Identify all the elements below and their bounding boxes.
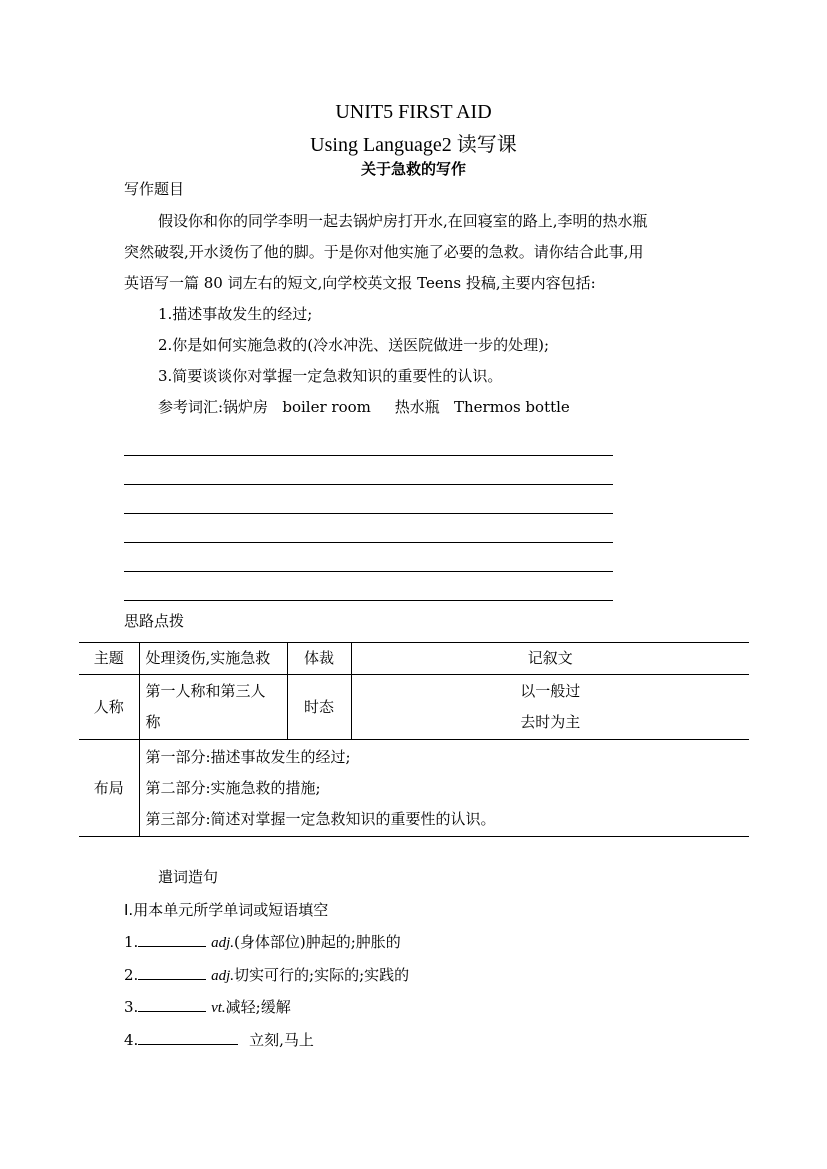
tense-value <box>351 675 749 740</box>
item-number: 1. <box>124 933 139 951</box>
part-of-speech: adj. <box>211 935 235 951</box>
vocab-item <box>124 964 409 985</box>
theme-label: 主题 <box>79 643 139 675</box>
answer-line[interactable] <box>124 571 613 572</box>
answer-line[interactable] <box>124 455 613 456</box>
content-point: 3.简要谈谈你对掌握一定急救知识的重要性的认识。 <box>158 367 503 385</box>
structure-part: 第二部分:实施急救的措施; <box>145 778 321 797</box>
genre-value: 记叙文 <box>351 643 749 675</box>
answer-line[interactable] <box>124 542 613 543</box>
genre-label: 体裁 <box>287 643 351 675</box>
answer-line[interactable] <box>124 484 613 485</box>
unit-title: UNIT5 FIRST AID <box>335 101 492 123</box>
prompt-line: 英语写一篇 80 词左右的短文,向学校英文报 Teens 投稿,主要内容包括: <box>124 274 596 292</box>
answer-blank[interactable] <box>138 965 206 980</box>
vocab-item <box>124 1029 314 1050</box>
table-row <box>79 643 749 675</box>
answer-line[interactable] <box>124 600 613 601</box>
person-label: 人称 <box>79 675 139 740</box>
prompt-line: 突然破裂,开水烫伤了他的脚。于是你对他实施了必要的急救。请你结合此事,用 <box>124 243 644 261</box>
item-meaning: 立刻,马上 <box>249 1031 314 1049</box>
section-heading: Ⅰ.用本单元所学单词或短语填空 <box>124 901 329 919</box>
answer-blank[interactable] <box>138 997 206 1012</box>
writing-task-heading: 写作题目 <box>124 180 185 198</box>
item-meaning: (身体部位)肿起的;肿胀的 <box>234 933 401 951</box>
structure-part: 第一部分:描述事故发生的经过; <box>145 747 351 766</box>
topic-subtitle: 关于急救的写作 <box>360 160 466 178</box>
structure-part: 第三部分:简述对掌握一定急救知识的重要性的认识。 <box>145 809 496 828</box>
answer-blank[interactable] <box>138 932 206 947</box>
outline-table <box>79 642 749 837</box>
part-of-speech: vt. <box>211 1000 226 1016</box>
person-value-line: 称 <box>145 713 161 731</box>
answer-blank[interactable] <box>138 1030 238 1045</box>
answer-line[interactable] <box>124 513 613 514</box>
tense-value-line: 以一般过 <box>520 682 581 700</box>
vocab-item <box>124 996 291 1017</box>
item-number: 4. <box>124 1031 139 1049</box>
tense-label: 时态 <box>287 675 351 740</box>
person-value <box>139 675 287 740</box>
vocab-item <box>124 931 401 952</box>
content-point: 2.你是如何实施急救的(冷水冲洗、送医院做进一步的处理); <box>158 336 550 354</box>
theme-value: 处理烫伤,实施急救 <box>139 643 287 675</box>
structure-label: 布局 <box>79 740 139 837</box>
content-point: 1.描述事故发生的经过; <box>158 305 313 323</box>
item-number: 3. <box>124 998 139 1016</box>
item-meaning: 减轻;缓解 <box>225 998 291 1016</box>
structure-parts <box>139 740 749 837</box>
person-value-line: 第一人称和第三人 <box>145 682 266 700</box>
item-number: 2. <box>124 966 139 984</box>
prompt-line: 假设你和你的同学李明一起去锅炉房打开水,在回寝室的路上,李明的热水瓶 <box>158 212 648 230</box>
word-building-heading: 遣词造句 <box>158 868 219 886</box>
tense-value-line: 去时为主 <box>520 713 581 731</box>
table-row <box>79 740 749 837</box>
writing-prompt <box>124 206 714 423</box>
outline-heading: 思路点拨 <box>124 612 185 630</box>
reference-vocabulary: 参考词汇:锅炉房 boiler room 热水瓶 Thermos bottle <box>158 398 570 416</box>
part-of-speech: adj. <box>211 968 235 984</box>
table-row <box>79 675 749 740</box>
lesson-title: Using Language2 读写课 <box>310 134 517 156</box>
item-meaning: 切实可行的;实际的;实践的 <box>234 966 410 984</box>
